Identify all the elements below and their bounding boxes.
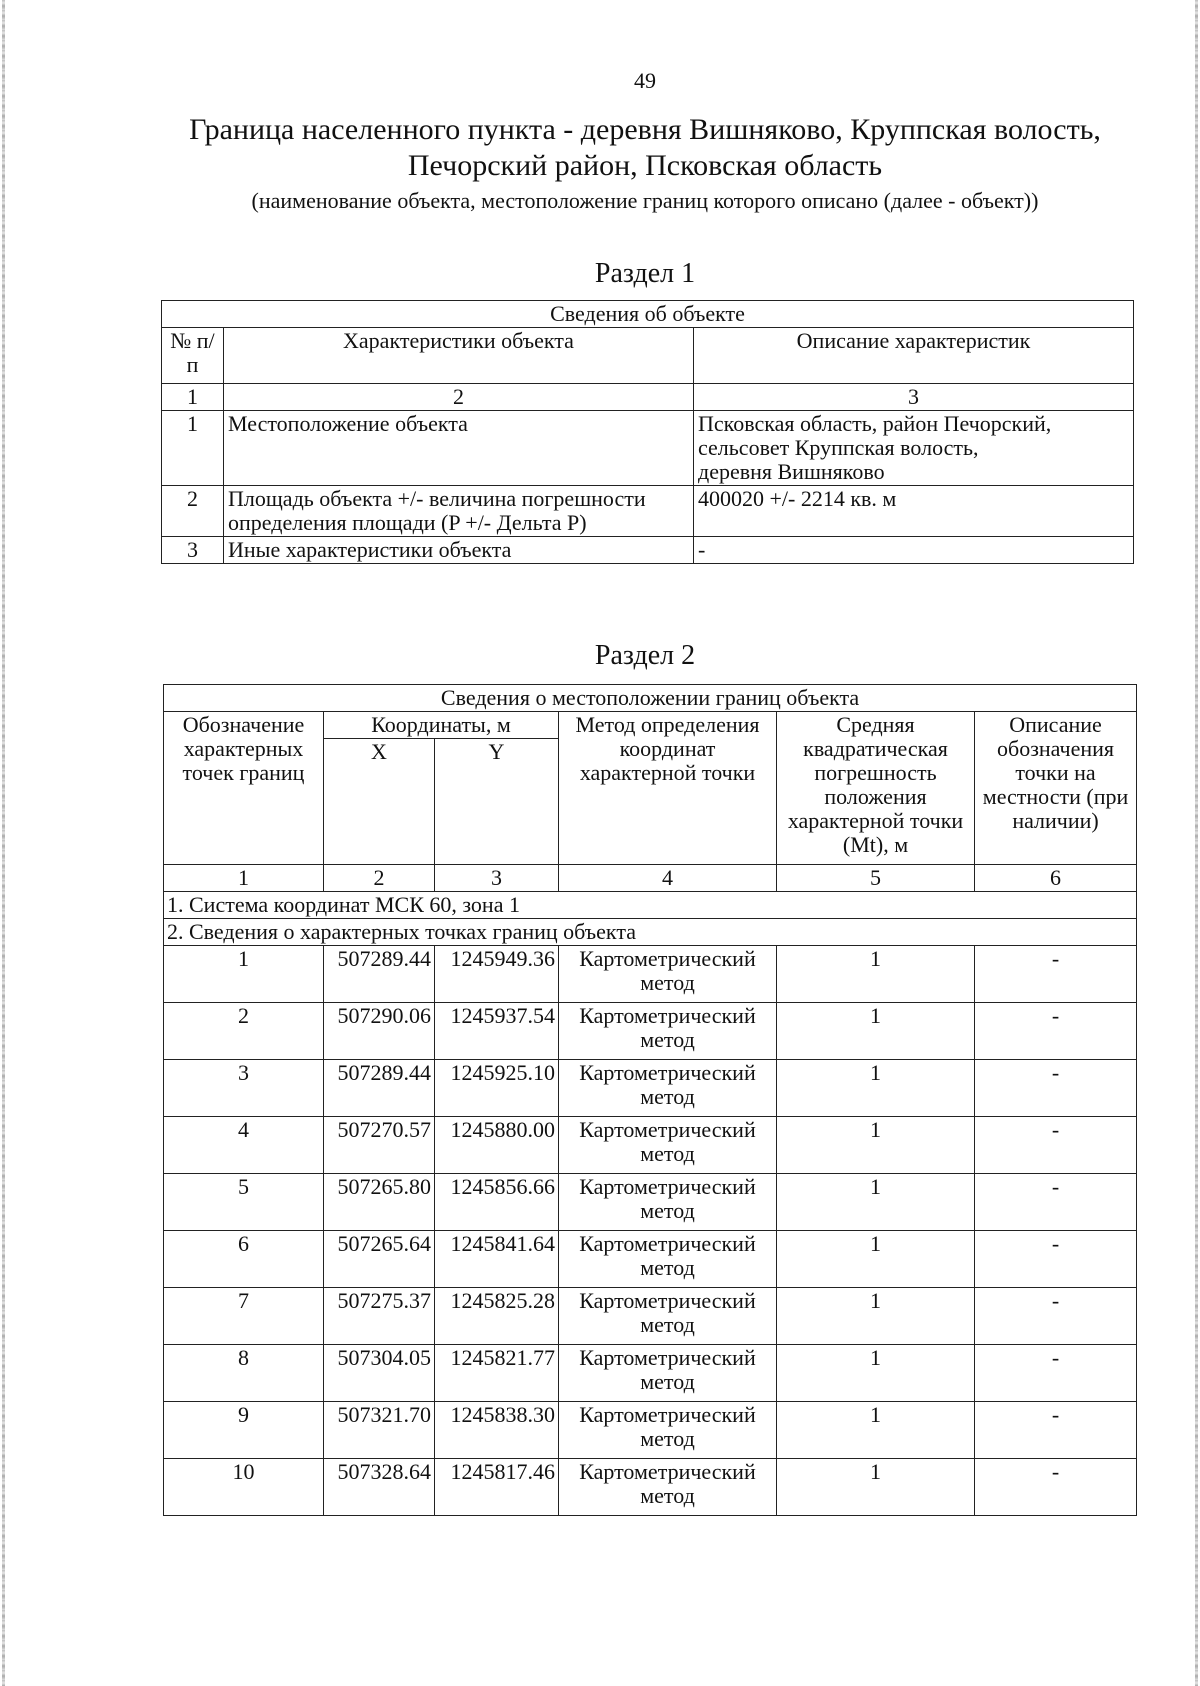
boundary-header-row [164,712,1137,739]
title-line-1: Граница населенного пункта - деревня Вишняково, Круппская волость, [189,113,1101,146]
point-method: Картометрический метод [559,1345,777,1402]
row-description: - [694,537,1134,564]
object-info-row [162,411,1134,486]
col-number: 5 [777,865,975,892]
points-info-row [164,919,1137,946]
point-description: - [975,1003,1137,1060]
characteristic-line: определения площади (P +/- Дельта P) [228,510,587,535]
point-id: 7 [164,1288,324,1345]
header-error: Средняя квадратическая погрешность положения характерной точки (Mt), м [777,712,975,865]
boundary-point-row [164,1117,1137,1174]
object-info-caption-row [162,301,1134,328]
col-number: 4 [559,865,777,892]
point-y: 1245841.64 [435,1231,559,1288]
point-x: 507304.05 [324,1345,435,1402]
point-x: 507289.44 [324,946,435,1003]
point-method: Картометрический метод [559,1117,777,1174]
scan-edge-right [1195,0,1198,1686]
boundary-col-numbers-row [164,865,1137,892]
point-description: - [975,1288,1137,1345]
point-method: Картометрический метод [559,1231,777,1288]
point-y: 1245825.28 [435,1288,559,1345]
object-info-row [162,537,1134,564]
point-description: - [975,946,1137,1003]
row-description: 400020 +/- 2214 кв. м [694,486,1134,537]
point-y: 1245925.10 [435,1060,559,1117]
document-title [0,112,1200,184]
point-id: 3 [164,1060,324,1117]
row-number: 3 [162,537,224,564]
point-x: 507270.57 [324,1117,435,1174]
point-x: 507275.37 [324,1288,435,1345]
point-mt: 1 [777,1345,975,1402]
row-characteristic [224,486,694,537]
point-method: Картометрический метод [559,1003,777,1060]
point-id: 5 [164,1174,324,1231]
point-y: 1245856.66 [435,1174,559,1231]
point-description: - [975,1174,1137,1231]
point-mt: 1 [777,1288,975,1345]
boundary-point-row [164,1174,1137,1231]
header-number: № п/п [162,328,224,384]
point-x: 507265.80 [324,1174,435,1231]
document-subtitle: (наименование объекта, местоположение границ которого описано (далее - объект)) [251,188,1039,213]
point-mt: 1 [777,1003,975,1060]
point-x: 507265.64 [324,1231,435,1288]
point-description: - [975,1345,1137,1402]
point-description: - [975,1459,1137,1516]
point-y: 1245838.30 [435,1402,559,1459]
col-number: 1 [162,384,224,411]
coordinate-system-row [164,892,1137,919]
boundary-point-row [164,946,1137,1003]
description-line: сельсовет Круппская волость, [698,435,979,460]
object-info-table [161,300,1134,564]
header-designation: Обозначение характерных точек границ [164,712,324,865]
header-description: Описание обозначения точки на местности (при наличии) [975,712,1137,865]
page-number: 49 [634,68,656,93]
header-coordinates: Координаты, м [324,712,559,739]
row-characteristic: Местоположение объекта [224,411,694,486]
point-id: 4 [164,1117,324,1174]
description-line: деревня Вишняково [698,459,885,484]
object-info-row [162,486,1134,537]
point-y: 1245880.00 [435,1117,559,1174]
boundary-caption: Сведения о местоположении границ объекта [164,685,1137,712]
point-x: 507328.64 [324,1459,435,1516]
header-x: X [324,739,435,865]
point-x: 507289.44 [324,1060,435,1117]
point-id: 1 [164,946,324,1003]
point-method: Картометрический метод [559,1459,777,1516]
point-mt: 1 [777,1117,975,1174]
point-mt: 1 [777,1459,975,1516]
points-info: 2. Сведения о характерных точках границ объекта [164,919,1137,946]
object-info-header-row [162,328,1134,384]
row-description [694,411,1134,486]
point-description: - [975,1402,1137,1459]
characteristic-line: Площадь объекта +/- величина погрешности [228,486,646,511]
point-method: Картометрический метод [559,1174,777,1231]
header-description: Описание характеристик [694,328,1134,384]
object-info-col-numbers-row [162,384,1134,411]
scan-edge-left [2,0,5,1686]
header-method: Метод определения координат характерной точки [559,712,777,865]
point-id: 10 [164,1459,324,1516]
col-number: 2 [324,865,435,892]
point-x: 507321.70 [324,1402,435,1459]
point-description: - [975,1231,1137,1288]
coordinate-system: 1. Система координат МСК 60, зона 1 [164,892,1137,919]
col-number: 6 [975,865,1137,892]
boundary-point-row [164,1402,1137,1459]
point-description: - [975,1117,1137,1174]
header-characteristic: Характеристики объекта [224,328,694,384]
description-line: Псковская область, район Печорский, [698,411,1052,436]
point-mt: 1 [777,1231,975,1288]
object-info-caption: Сведения об объекте [162,301,1134,328]
point-mt: 1 [777,1174,975,1231]
boundary-point-row [164,1003,1137,1060]
section-1-heading: Раздел 1 [594,258,696,289]
header-y: Y [435,739,559,865]
boundary-point-row [164,1231,1137,1288]
point-mt: 1 [777,946,975,1003]
row-number: 1 [162,411,224,486]
col-number: 3 [435,865,559,892]
point-id: 9 [164,1402,324,1459]
boundary-point-row [164,1060,1137,1117]
point-x: 507290.06 [324,1003,435,1060]
point-description: - [975,1060,1137,1117]
col-number: 1 [164,865,324,892]
point-mt: 1 [777,1060,975,1117]
point-y: 1245817.46 [435,1459,559,1516]
row-characteristic: Иные характеристики объекта [224,537,694,564]
point-id: 6 [164,1231,324,1288]
boundary-point-row [164,1459,1137,1516]
point-id: 2 [164,1003,324,1060]
point-y: 1245821.77 [435,1345,559,1402]
title-line-2: Печорский район, Псковская область [407,149,883,182]
row-number: 2 [162,486,224,537]
col-number: 2 [224,384,694,411]
point-method: Картометрический метод [559,946,777,1003]
boundary-point-row [164,1288,1137,1345]
point-id: 8 [164,1345,324,1402]
point-y: 1245937.54 [435,1003,559,1060]
point-y: 1245949.36 [435,946,559,1003]
point-method: Картометрический метод [559,1402,777,1459]
point-method: Картометрический метод [559,1060,777,1117]
point-mt: 1 [777,1402,975,1459]
section-2-heading: Раздел 2 [594,640,696,671]
point-method: Картометрический метод [559,1288,777,1345]
boundary-point-row [164,1345,1137,1402]
boundary-points-table [163,684,1137,1516]
col-number: 3 [694,384,1134,411]
boundary-caption-row [164,685,1137,712]
